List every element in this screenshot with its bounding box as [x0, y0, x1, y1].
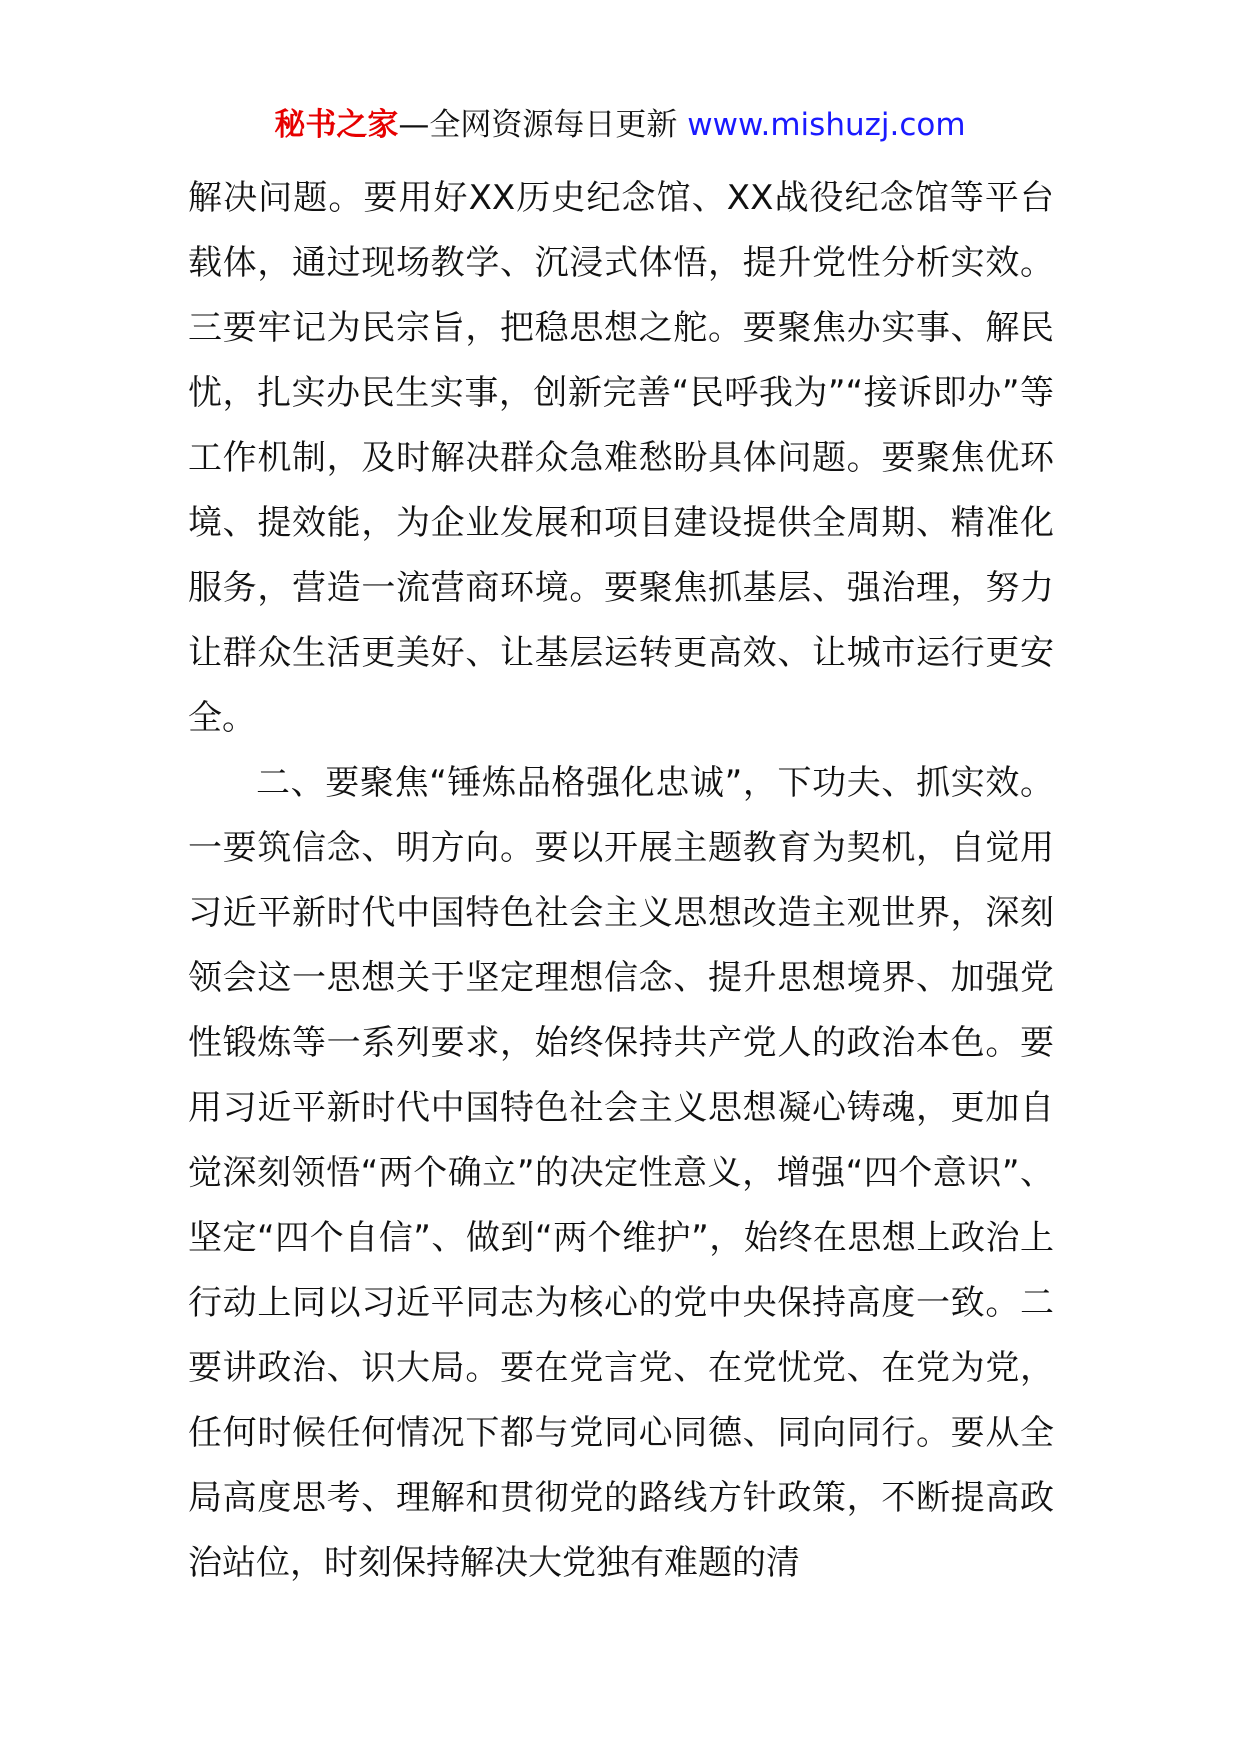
- brand-name: 秘书之家: [274, 107, 399, 143]
- page-header: [0, 100, 1240, 150]
- document-body: [188, 166, 1054, 1596]
- paragraph: 解决问题。要用好XX历史纪念馆、XX战役纪念馆等平台载体，通过现场教学、沉浸式体悟，提升党性分析实效。三要牢记为民宗旨，把稳思想之舵。要聚焦办实事、解民忧，扎实办民生实事，创新完善“民呼我为”“接诉即办”等工作机制，及时解决群众急难愁盼具体问题。要聚焦优环境、提效能，为企业发展和项目建设提供全周期、精准化服务，营造一流营商环境。要聚焦抓基层、强治理，努力让群众生活更美好、让基层运转更高效、让城市运行更安全。: [188, 178, 1054, 738]
- paragraph: 二、要聚焦“锤炼品格强化忠诚”，下功夫、抓实效。一要筑信念、明方向。要以开展主题教育为契机，自觉用习近平新时代中国特色社会主义思想改造主观世界，深刻领会这一思想关于坚定理想信念、提升思想境界、加强党性锻炼等一系列要求，始终保持共产党人的政治本色。要用习近平新时代中国特色社会主义思想凝心铸魂，更加自觉深刻领悟“两个确立”的决定性意义，增强“四个意识”、坚定“四个自信”、做到“两个维护”，始终在思想上政治上行动上同以习近平同志为核心的党中央保持高度一致。二要讲政治、识大局。要在党言党、在党忧党、在党为党，任何时候任何情况下都与党同心同德、同向同行。要从全局高度思考、理解和贯彻党的路线方针政策，不断提高政治站位，时刻保持解决大党独有难题的清: [188, 763, 1054, 1583]
- website-link[interactable]: www.mishuzj.com: [687, 107, 966, 143]
- header-tagline: —全网资源每日更新: [398, 107, 678, 143]
